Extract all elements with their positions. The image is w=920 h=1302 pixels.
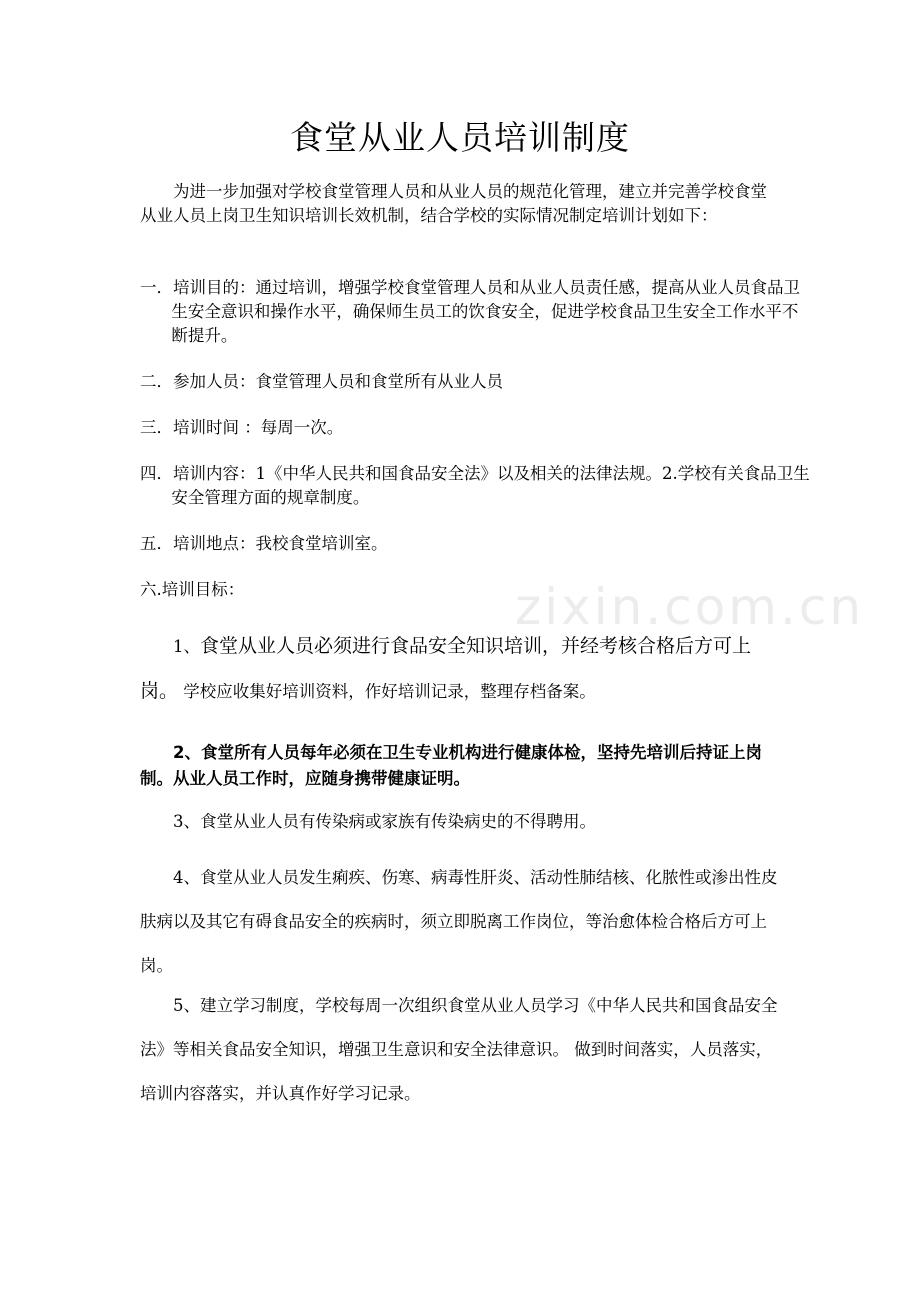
section-number: 五． (140, 534, 173, 553)
goal-1-main: 食堂从业人员必须进行食品安全知识培训，并经考核合格后方可上岗。 (140, 635, 752, 702)
section-number: 三． (140, 418, 173, 437)
goal-1 (140, 624, 782, 714)
intro-paragraph: 为进一步加强对学校食堂管理人员和从业人员的规范化管理，建立并完善学校食堂从业人员上岗卫生知识培训长效机制，结合学校的实际情况制定培训计划如下： (140, 182, 767, 225)
goal-2: 2、食堂所有人员每年必须在卫生专业机构进行健康体检，坚持先培训后持证上岗制。从业人员工作时，应随身携带健康证明。 (140, 743, 762, 788)
goals-heading: 六.培训目标： (140, 580, 245, 599)
section-text: 培训内容：1《中华人民共和国食品安全法》以及相关的法律法规。2.学校有关食品卫生安全管理方面的规章制度。 (171, 464, 810, 507)
section-1 (140, 276, 813, 348)
section-text: 参加人员：食堂管理人员和食堂所有从业人员 (173, 372, 503, 391)
document-title: 食堂从业人员培训制度 (290, 118, 630, 157)
section-number: 一． (140, 278, 173, 297)
goal-3: 3、食堂从业人员有传染病或家族有传染病史的不得聘用。 (173, 812, 596, 831)
goal-5: 5、建立学习制度，学校每周一次组织食堂从业人员学习《中华人民共和国食品安全法》等相关食品安全知识，增强卫生意识和安全法律意识。 做到时间落实，人员落实，培训内容落实，并认真作好学习记录。 (140, 996, 778, 1103)
goal-1-rest: 学校应收集好培训资料，作好培训记录，整理存档备案。 (178, 682, 596, 701)
section-text: 培训时间 ：每周一次。 (173, 418, 344, 437)
section-4 (140, 462, 813, 510)
section-number: 二． (140, 372, 173, 391)
section-text: 培训目的：通过培训，增强学校食堂管理人员和从业人员责任感，提高从业人员食品卫生安全意识和操作水平，确保师生员工的饮食安全，促进学校食品卫生安全工作水平不断提升。 (171, 278, 800, 345)
goal-4: 4、食堂从业人员发生痢疾、伤寒、病毒性肝炎、活动性肺结核、化脓性或渗出性皮肤病以及其它有碍食品安全的疾病时，须立即脱离工作岗位，等治愈体检合格后方可上岗。 (140, 868, 778, 975)
section-text: 培训地点：我校食堂培训室。 (173, 534, 388, 553)
section-2 (140, 370, 813, 394)
goal-1-lead: 1、 (173, 637, 200, 656)
watermark: zixin.com.cn (515, 578, 865, 636)
section-number: 四． (140, 464, 173, 483)
section-5 (140, 532, 782, 556)
section-3 (140, 416, 813, 440)
